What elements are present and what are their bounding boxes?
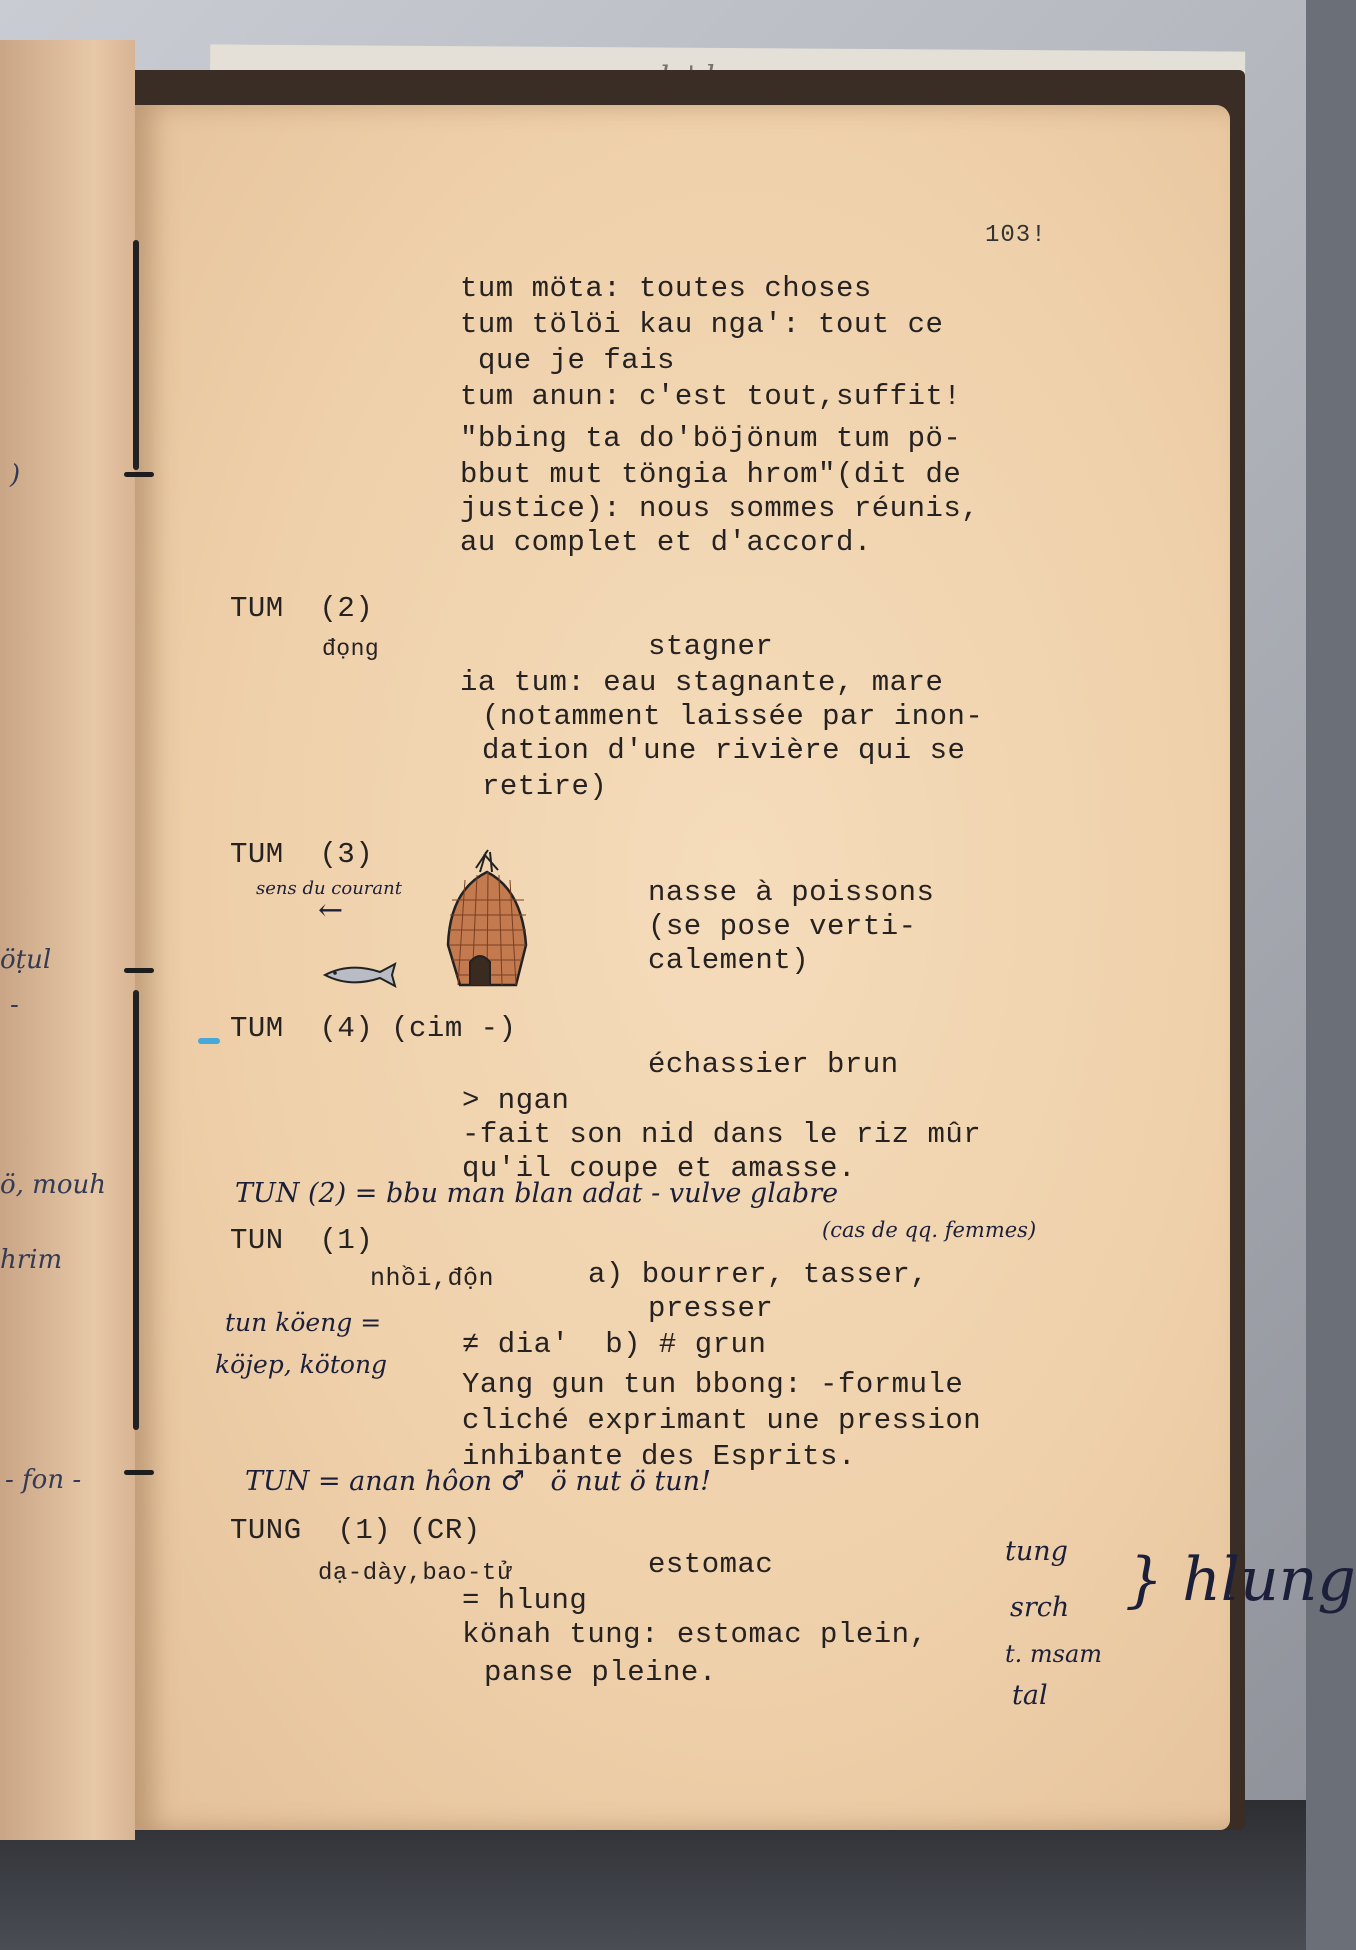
- margin-note: - fon -: [5, 1465, 82, 1495]
- french-gloss: a) bourrer, tasser,: [588, 1258, 929, 1291]
- left-page: [0, 40, 135, 1840]
- entry-line: könah tung: estomac plein,: [462, 1618, 928, 1651]
- french-gloss: échassier brun: [648, 1048, 899, 1081]
- blue-ink-mark: [198, 1038, 220, 1044]
- entry-line: bbut mut töngia hrom"(dit de: [460, 458, 962, 491]
- margin-note: ö, mouh: [0, 1170, 106, 1200]
- vietnamese-gloss: nhồi,độn: [370, 1264, 495, 1293]
- entry-line: inhibante des Esprits.: [462, 1440, 856, 1473]
- handwritten-entry: TUN = anan hôon ♂ ö nut ö tun!: [245, 1466, 711, 1497]
- binding-knot: [124, 1470, 154, 1475]
- margin-note: ): [10, 460, 21, 490]
- handwritten-note: tun köeng =: [225, 1308, 382, 1337]
- french-gloss: presser: [648, 1292, 774, 1325]
- entry-line: qu'il coupe et amasse.: [462, 1152, 856, 1185]
- handwritten-note: köjep, kötong: [215, 1350, 388, 1379]
- entry-line: panse pleine.: [484, 1656, 717, 1689]
- entry-line: dation d'une rivière qui se: [482, 734, 966, 767]
- binding-knot: [124, 472, 154, 477]
- margin-note: öṭul: [0, 945, 52, 975]
- handwritten-note: t. msam: [1005, 1640, 1103, 1668]
- fish-trap-drawing: [440, 850, 535, 990]
- margin-note: -: [10, 990, 19, 1020]
- binding-stitch: [133, 990, 139, 1430]
- entry-line: cliché exprimant une pression: [462, 1404, 982, 1437]
- vietnamese-gloss: đọng: [322, 636, 380, 662]
- handwritten-note: } hlung: [1125, 1545, 1356, 1615]
- french-gloss: stagner: [648, 630, 774, 663]
- antonym-note: ≠ dia' b) # grun: [462, 1328, 767, 1361]
- entry-line: justice): nous sommes réunis,: [460, 492, 980, 525]
- entry-line: au complet et d'accord.: [460, 526, 872, 559]
- headword-tum-4: TUM (4) (cim -): [230, 1012, 517, 1045]
- french-gloss: estomac: [648, 1548, 774, 1581]
- headword-tum-3: TUM (3): [230, 838, 374, 871]
- headword-tun-1: TUN (1): [230, 1224, 374, 1257]
- entry-line: tum möta: toutes choses: [460, 272, 872, 305]
- entry-line: Yang gun tun bbong: -formule: [462, 1368, 964, 1401]
- entry-line: = hlung: [462, 1584, 588, 1617]
- entry-line: que je fais: [478, 344, 675, 377]
- arrow-left-icon: ←: [318, 893, 344, 928]
- entry-line: tum anun: c'est tout,suffit!: [460, 380, 962, 413]
- handwritten-note: tal: [1012, 1680, 1048, 1711]
- margin-note: hrim: [0, 1245, 63, 1275]
- headword-tum-2: TUM (2): [230, 592, 374, 625]
- handwritten-entry: TUN (2) = bbu man blan adat - vulve glabre: [235, 1178, 839, 1209]
- page-number: 103!: [985, 222, 1047, 249]
- entry-line: retire): [482, 770, 608, 803]
- handwritten-note: tung: [1005, 1536, 1068, 1567]
- handwritten-note: srch: [1010, 1592, 1070, 1623]
- headword-tung-1: TUNG (1) (CR): [230, 1514, 481, 1547]
- handwritten-note: (cas de qq. femmes): [822, 1218, 1037, 1242]
- entry-line: (notamment laissée par inon-: [482, 700, 984, 733]
- entry-line: "bbing ta do'böjönum tum pö-: [460, 422, 962, 455]
- french-gloss: nasse à poissons: [648, 876, 935, 909]
- entry-line: -fait son nid dans le riz mûr: [462, 1118, 982, 1151]
- current-direction-note: sens du courant: [256, 878, 402, 899]
- entry-line: tum tölöi kau nga': tout ce: [460, 308, 944, 341]
- vietnamese-gloss: dạ-dày,bao-tử: [318, 1560, 512, 1587]
- entry-line: ia tum: eau stagnante, mare: [460, 666, 944, 699]
- fish-drawing: [320, 960, 400, 990]
- entry-line: > ngan: [462, 1084, 570, 1117]
- french-gloss: calement): [648, 944, 810, 977]
- binding-knot: [124, 968, 154, 973]
- french-gloss: (se pose verti-: [648, 910, 917, 943]
- binding-stitch: [133, 240, 139, 470]
